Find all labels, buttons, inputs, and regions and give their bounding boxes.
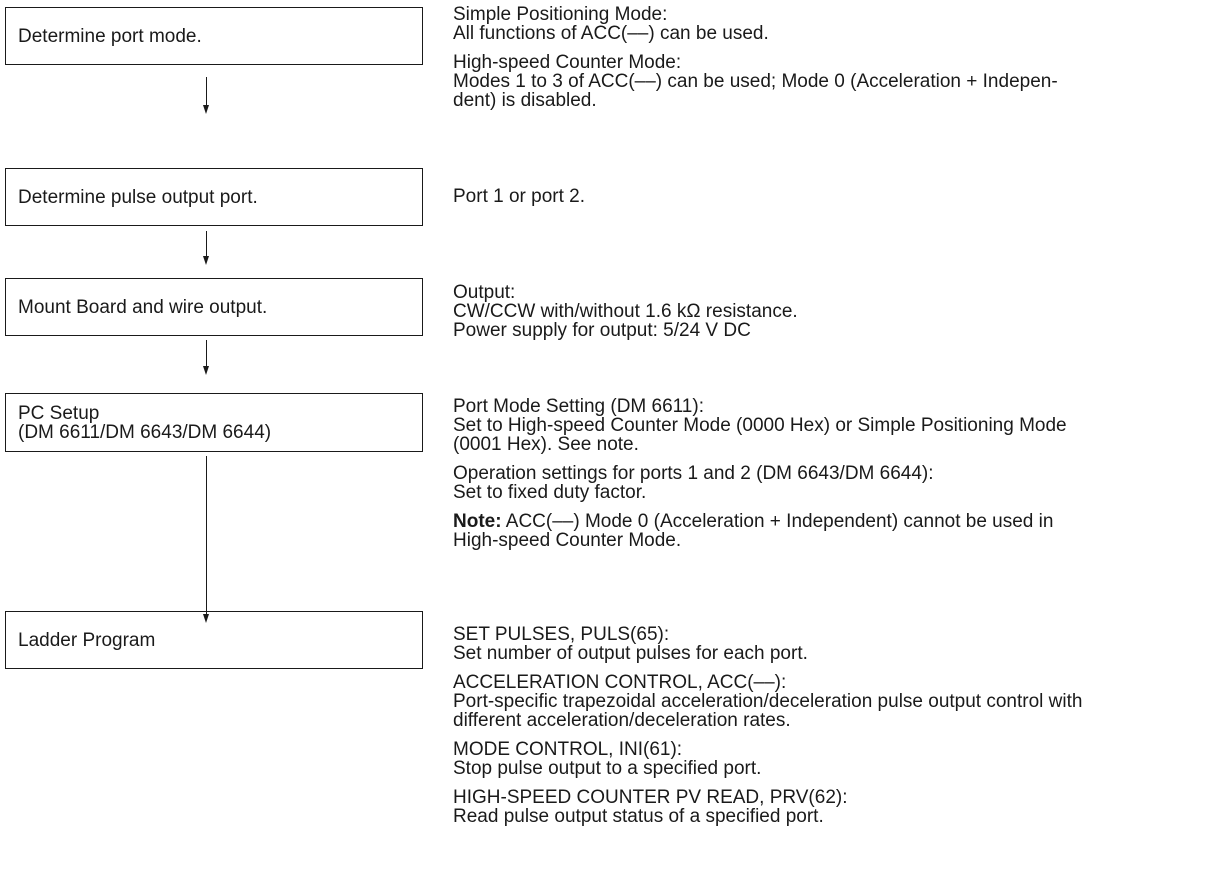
description-paragraph: Simple Positioning Mode: All functions of ACC(––) can be used.: [453, 4, 769, 44]
flow-arrow-2: [203, 231, 211, 265]
description-paragraph: Operation settings for ports 1 and 2 (DM 6643/DM 6644): Set to fixed duty factor.: [453, 463, 934, 503]
note-text-line-2: High-speed Counter Mode.: [453, 530, 682, 551]
description-pulse-output-port: [453, 187, 1212, 206]
flow-arrow-4: [203, 456, 211, 623]
note-paragraph: [453, 512, 1212, 550]
description-pc-setup: [453, 397, 1212, 550]
step-title: Ladder Program: [18, 629, 156, 651]
description-paragraph: Port Mode Setting (DM 6611): Set to High-speed Counter Mode (0000 Hex) or Simple Positioning Mode (0001 Hex). See note.: [453, 396, 1067, 455]
description-ladder-program: [453, 625, 1212, 826]
description-paragraph: ACCELERATION CONTROL, ACC(––): Port-specific trapezoidal acceleration/deceleration pulse output control with different acceleration/deceleration rates.: [453, 672, 1083, 731]
step-box-mount-board: [5, 278, 423, 336]
description-paragraph: High-speed Counter Mode: Modes 1 to 3 of ACC(––) can be used; Mode 0 (Acceleration + Indepen- dent) is disabled.: [453, 52, 1058, 111]
step-box-port-mode: [5, 7, 423, 65]
description-paragraph: HIGH-SPEED COUNTER PV READ, PRV(62): Read pulse output status of a specified port.: [453, 787, 848, 827]
description-port-mode: [453, 5, 1212, 110]
step-box-pc-setup: [5, 393, 423, 452]
step-title-line-1: PC Setup: [18, 402, 100, 424]
flow-arrow-1: [203, 77, 211, 114]
note-text: ACC(––) Mode 0 (Acceleration + Independent) cannot be used in: [501, 511, 1054, 532]
step-title: Determine pulse output port.: [18, 186, 258, 208]
description-paragraph: SET PULSES, PULS(65): Set number of output pulses for each port.: [453, 624, 808, 664]
step-box-pulse-output-port: [5, 168, 423, 226]
description-paragraph: Port 1 or port 2.: [453, 186, 586, 207]
description-paragraph: Output: CW/CCW with/without 1.6 kΩ resistance. Power supply for output: 5/24 V DC: [453, 282, 798, 341]
note-label: Note:: [453, 511, 502, 532]
step-title: Mount Board and wire output.: [18, 296, 268, 318]
step-title: Determine port mode.: [18, 25, 202, 47]
flow-arrow-3: [203, 340, 211, 375]
step-title-line-2: (DM 6611/DM 6643/DM 6644): [18, 421, 272, 443]
description-mount-board: [453, 283, 1212, 340]
description-paragraph: MODE CONTROL, INI(61): Stop pulse output to a specified port.: [453, 739, 762, 779]
step-box-ladder-program: [5, 611, 423, 669]
